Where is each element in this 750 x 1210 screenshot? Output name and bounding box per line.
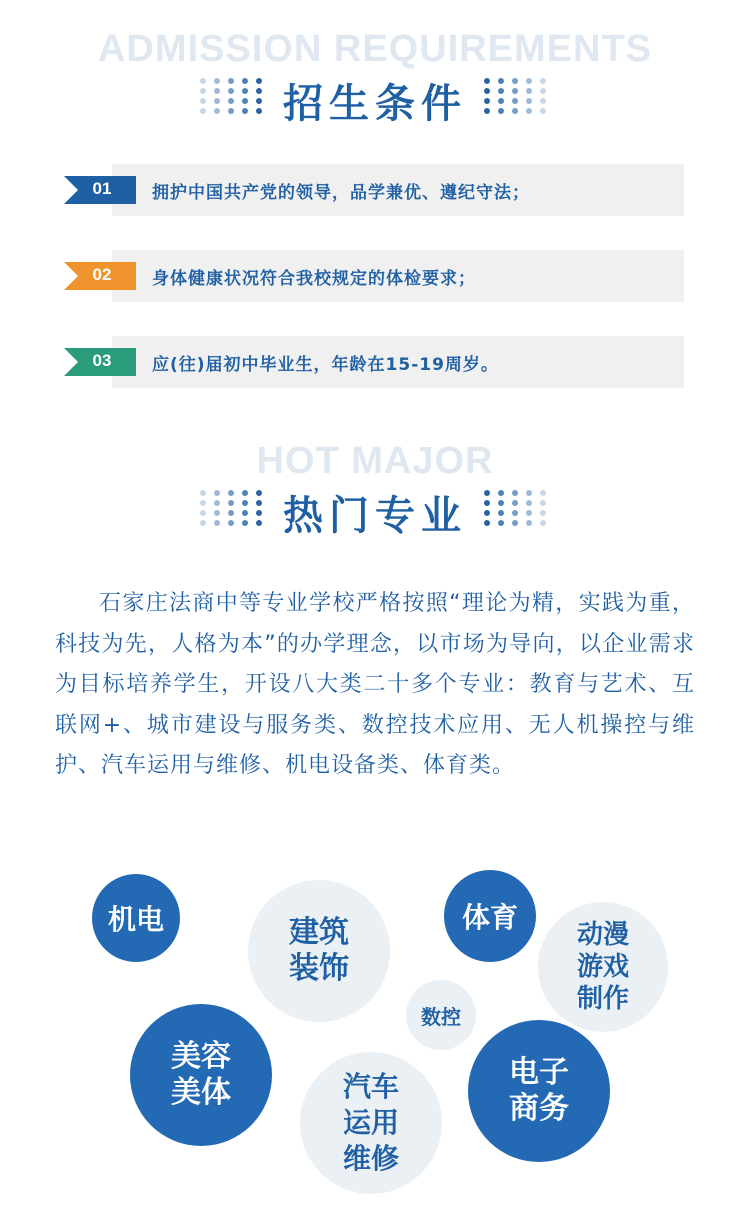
dot (526, 490, 532, 496)
dot (200, 500, 206, 506)
dot (526, 520, 532, 526)
dot (484, 98, 490, 104)
dot (526, 510, 532, 516)
dot (256, 520, 262, 526)
dot (484, 88, 490, 94)
dot (214, 78, 220, 84)
dot (498, 108, 504, 114)
dot (512, 78, 518, 84)
dot (512, 500, 518, 506)
dot-pattern-left (200, 486, 270, 526)
major-bubble-cnc: 数控 (406, 980, 476, 1050)
dot (242, 88, 248, 94)
dot (256, 88, 262, 94)
dot (256, 510, 262, 516)
dot (512, 88, 518, 94)
dot (228, 98, 234, 104)
dot (242, 78, 248, 84)
dot (242, 520, 248, 526)
dot (242, 510, 248, 516)
dot (540, 78, 546, 84)
dot (484, 108, 490, 114)
dot (540, 510, 546, 516)
dot-pattern-right (484, 74, 554, 114)
dot (256, 78, 262, 84)
dot (214, 500, 220, 506)
dot (498, 500, 504, 506)
requirement-number-tag: 03 (64, 348, 136, 376)
requirement-text: 拥护中国共产党的领导，品学兼优、遵纪守法； (152, 183, 530, 203)
major-bubble-auto-repair: 汽车 运用 维修 (300, 1052, 442, 1194)
dot (498, 520, 504, 526)
requirement-item-1 (64, 164, 684, 216)
major-bubble-sports: 体育 (444, 870, 536, 962)
major-bubble-electromechanical: 机电 (92, 874, 180, 962)
admission-title-en: ADMISSION REQUIREMENTS (97, 28, 653, 70)
dot (498, 510, 504, 516)
dot (540, 500, 546, 506)
dot (214, 88, 220, 94)
majors-title-cn: 热门专业 (283, 493, 467, 539)
dot (242, 500, 248, 506)
requirement-text: 身体健康状况符合我校规定的体检要求； (152, 269, 476, 289)
dot (228, 500, 234, 506)
dot (228, 520, 234, 526)
major-bubble-architecture: 建筑 装饰 (248, 880, 390, 1022)
dot (228, 510, 234, 516)
majors-description: 石家庄法商中等专业学校严格按照“理论为精，实践为重，科技为先，人格为本”的办学理念，以市场为导向，以企业需求为目标培养学生，开设八大类二十多个专业：教育与艺术、互联网+、城市建设与服务类、数控技术应用、无人机操控与维护、汽车运用与维修、机电设备类、体育类。 (55, 591, 695, 779)
dot (200, 108, 206, 114)
dot (526, 98, 532, 104)
dot (526, 88, 532, 94)
admission-title-cn: 招生条件 (283, 81, 467, 127)
major-bubble-ecommerce: 电子 商务 (468, 1020, 610, 1162)
dot (540, 108, 546, 114)
dot (498, 98, 504, 104)
dot (484, 78, 490, 84)
dot (242, 98, 248, 104)
dot (526, 78, 532, 84)
requirement-item-2 (64, 250, 684, 302)
dot (200, 510, 206, 516)
dot (484, 520, 490, 526)
dot (540, 520, 546, 526)
dot (228, 490, 234, 496)
dot (214, 520, 220, 526)
majors-title-en: HOT MAJOR (256, 440, 494, 482)
dot (200, 88, 206, 94)
dot (256, 98, 262, 104)
dot (498, 490, 504, 496)
major-bubble-beauty: 美容 美体 (130, 1004, 272, 1146)
dot (512, 98, 518, 104)
dot (512, 490, 518, 496)
dot (214, 108, 220, 114)
dot (540, 88, 546, 94)
dot (484, 500, 490, 506)
dot (228, 88, 234, 94)
dot (498, 78, 504, 84)
dot (200, 78, 206, 84)
dot (200, 490, 206, 496)
dot (214, 490, 220, 496)
dot (214, 98, 220, 104)
dot (526, 500, 532, 506)
requirement-number-tag: 01 (64, 176, 136, 204)
dot (228, 108, 234, 114)
dot (256, 108, 262, 114)
dot (242, 490, 248, 496)
requirement-number-tag: 02 (64, 262, 136, 290)
dot (512, 520, 518, 526)
dot (512, 510, 518, 516)
dot (200, 520, 206, 526)
dot-pattern-right (484, 486, 554, 526)
dot (512, 108, 518, 114)
dot (484, 490, 490, 496)
dot (540, 98, 546, 104)
dot (256, 500, 262, 506)
dot (200, 98, 206, 104)
dot (228, 78, 234, 84)
requirement-item-3 (64, 336, 684, 388)
major-bubble-animation: 动漫 游戏 制作 (538, 902, 668, 1032)
dot-pattern-left (200, 74, 270, 114)
dot (214, 510, 220, 516)
dot (526, 108, 532, 114)
dot (256, 490, 262, 496)
requirement-text: 应(往)届初中毕业生，年龄在15-19周岁。 (152, 355, 499, 375)
dot (540, 490, 546, 496)
dot (242, 108, 248, 114)
dot (484, 510, 490, 516)
dot (498, 88, 504, 94)
